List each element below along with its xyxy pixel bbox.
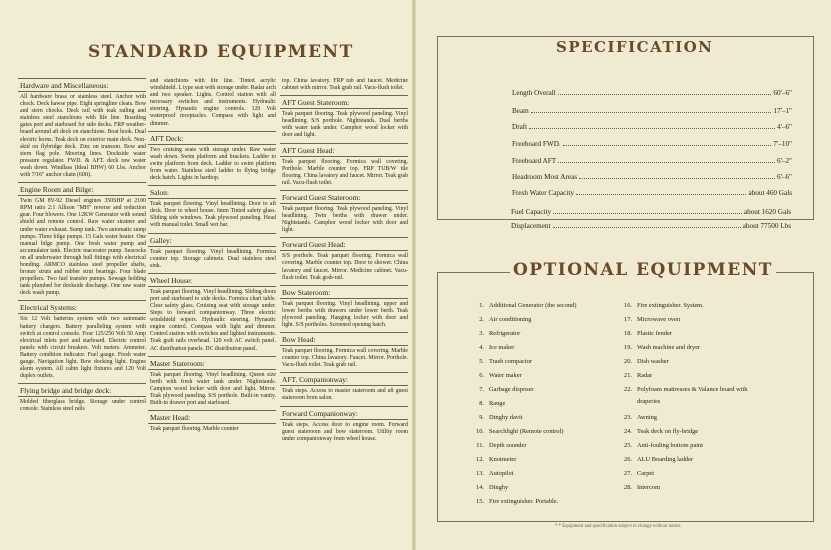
section-heading: AFT Deck: bbox=[148, 131, 276, 145]
option-item bbox=[618, 484, 660, 491]
section bbox=[280, 406, 408, 443]
section-body: S/S porthole. Teak parquet flooring. Formica wall covering. Marble counter top. Door to shower. China lavatory and faucet. Mirror. Medicine cabinet. Vacu-flush toilet. Teak grab-rail. bbox=[282, 253, 408, 281]
spec-label: Freeboard FWD. bbox=[512, 140, 561, 148]
option-number: 12. bbox=[476, 456, 484, 463]
section-heading: Forward Companionway: bbox=[280, 406, 408, 420]
column-3 bbox=[280, 78, 408, 546]
spec-value: 17'–1" bbox=[773, 107, 792, 115]
specification-title: SPECIFICATION bbox=[556, 38, 714, 56]
continued-text: top. China lavatory. FRP tub and faucet. Medicine cabinet with mirror. Teak grab rail. Vacu-flush toilet. bbox=[282, 78, 408, 92]
option-item bbox=[470, 484, 508, 491]
spec-label: Fuel Capacity bbox=[511, 208, 552, 216]
section-body: Teak parquet flooring. Teak plywood paneling. Vinyl headlining. S/S porthole. Nightstands. Dual berths with water tank under. Camphor wood locker with door and light. bbox=[282, 111, 408, 139]
option-item bbox=[470, 456, 516, 463]
specification-box bbox=[437, 36, 814, 220]
spec-row bbox=[512, 173, 792, 181]
section bbox=[280, 332, 408, 369]
section-heading: Bow Head: bbox=[280, 332, 408, 346]
option-item bbox=[470, 414, 523, 421]
option-item bbox=[618, 442, 703, 449]
section-heading: Master Head: bbox=[148, 410, 276, 424]
section-heading: Master Stateroom: bbox=[148, 356, 276, 370]
option-item bbox=[470, 470, 514, 477]
section bbox=[280, 190, 408, 234]
section-heading: Forward Guest Head: bbox=[280, 237, 408, 251]
option-text: Microwave oven bbox=[637, 316, 681, 323]
option-number: 14. bbox=[476, 484, 484, 491]
option-text: Refrigerator bbox=[489, 330, 521, 337]
option-item bbox=[470, 442, 526, 449]
option-text: Range bbox=[489, 400, 506, 407]
spec-row bbox=[511, 222, 791, 230]
option-number: 17. bbox=[624, 316, 632, 323]
option-item bbox=[618, 386, 747, 393]
section bbox=[148, 273, 276, 353]
section-body: Teak parquet flooring. Vinyl headlining. Sliding doors port and starboard to side decks. Formica chart table. Clear safety glass. Cruising seat with storage under. Steps to forward companionway. Three electric windshield wipers. Hydraulic steering. Hynautic engine control. Compass with light and dimmer. Control station with switches and lighted instruments. Teak grab rails overhead. 120 volt AC switch panel. AC distribution panels. DC distribution panel. bbox=[150, 288, 276, 352]
spec-value: about 1620 Gals bbox=[743, 208, 791, 216]
continued-text: and stanchions with life line. Tinted acrylic windshield. L type seat with storage under. Radar arch and two speaker. Lights. Control station with all necessary switches and instruments. Hydraulic steering. Hynautic engine controls. 120 Volt waterproof receptacles. Compass with light and dimmer. bbox=[150, 78, 276, 127]
section-body: Six 12 Volt batteries system with two automatic battery chargers. Battery paralleling system with switch at control console. Four 125/250 Volt 50 Amp electrical inlets port and starboard. Electric control panels with circuit breakers. Volt meters. Ammeter. Battery condition indicator. Fuel gauge. Fresh water gauge. Navigation light. Bow docking light. Engine alarm system. All cabin light fixtures and 120 Volt duplex outlets. bbox=[20, 316, 146, 380]
spec-row bbox=[512, 107, 792, 115]
option-item bbox=[470, 386, 534, 393]
spec-row bbox=[512, 189, 792, 197]
option-text: ALU Boarding ladder bbox=[637, 456, 694, 463]
section-heading: Hardware and Miscellaneous: bbox=[18, 78, 146, 92]
option-item bbox=[618, 414, 657, 421]
spec-row bbox=[512, 123, 792, 131]
leader-dots bbox=[558, 162, 775, 163]
section bbox=[18, 182, 146, 297]
option-number: 15. bbox=[476, 498, 484, 505]
section-body: Twin GM 8V-92 Diesel engines 350SHP at 2100 RPM ratio 2:1 Allison "MH" reverse and reduction gear. Four blowers. One 12KW Generator with sound shield and remote control. Raw water strainer and under water exhaust. Sump tank. Two automatic sump pumps. Three bilge pumps. 15 Gals water heater. One manual bilge pump. One fresh water pump and accumulator tank. Electric macerator pump. Seacocks on all underwater through hull fittings with electrical bonding. ARMCO stainless steel propeller shafts, bronze struts and rubber strut bearings. Four blade propellers. Two fuel transfer pumps. Sewage holding tank plumbed for dockside discharge. One raw water deck wash pump. bbox=[20, 198, 146, 297]
spec-value: about 460 Gals bbox=[748, 189, 792, 197]
section-body: Teak parquet flooring. Marble counter bbox=[150, 426, 239, 433]
option-item bbox=[470, 344, 514, 351]
option-text: Intercom bbox=[637, 484, 661, 491]
option-text: Trash compactor bbox=[489, 358, 532, 365]
section-body: Molded fiberglass bridge. Storage under control console. Stainless steel rails bbox=[20, 399, 146, 413]
page-fold bbox=[412, 0, 416, 550]
spec-label: Draft bbox=[512, 123, 528, 131]
section-body: Teak parquet flooring. Teak plywood paneling. Vinyl headlining. Twin berths with drawer under. Nightstands. Camphor wood locker with door and light. bbox=[282, 205, 408, 234]
section-body: Teak parquet flooring. Formica wall covering. Marble counter top. China lavatory. Faucet. Mirror. Porthole. Vacu-flush toilet. Teak grab rail. bbox=[282, 348, 408, 369]
section-heading: Bow Stateroom: bbox=[280, 285, 408, 299]
spec-value: 6'–2" bbox=[776, 157, 792, 165]
option-text: Additional Generator (the second) bbox=[489, 302, 577, 309]
option-item bbox=[470, 302, 576, 309]
section bbox=[148, 131, 276, 182]
option-number: 16. bbox=[624, 302, 632, 309]
leader-dots bbox=[558, 94, 772, 95]
section bbox=[148, 185, 276, 229]
option-text: Awning bbox=[637, 414, 658, 421]
section bbox=[148, 356, 276, 407]
option-text: Teak deck on fly-bridge bbox=[637, 428, 699, 435]
option-text: Anti-fouling bottom paint bbox=[637, 442, 704, 449]
option-text: Carpet bbox=[637, 470, 655, 477]
option-number: 8. bbox=[479, 400, 484, 407]
option-text: Dinghy bbox=[489, 484, 509, 491]
option-item bbox=[470, 498, 558, 505]
option-number: 22. bbox=[624, 386, 632, 393]
option-number: 21. bbox=[624, 372, 632, 379]
option-text: Water maker bbox=[489, 372, 522, 379]
leader-dots bbox=[579, 178, 775, 179]
spec-value: about 77500 Lbs bbox=[742, 222, 791, 230]
section-heading: Galley: bbox=[148, 233, 276, 247]
option-item bbox=[618, 372, 652, 379]
option-text: Garbage disposer bbox=[489, 386, 534, 393]
section-heading: Forward Guest Stateroom: bbox=[280, 190, 408, 204]
spec-label: Displacement bbox=[511, 222, 551, 230]
spec-value: 7'–10" bbox=[773, 140, 792, 148]
option-item bbox=[618, 428, 698, 435]
section-heading: Salon: bbox=[148, 185, 276, 199]
option-number: 4. bbox=[479, 344, 484, 351]
spec-row bbox=[512, 89, 792, 97]
section-heading: Electrical Systems: bbox=[18, 300, 146, 314]
option-item bbox=[470, 428, 564, 435]
leader-dots bbox=[553, 227, 741, 228]
option-item bbox=[618, 316, 680, 323]
option-number: 25. bbox=[624, 442, 632, 449]
section bbox=[280, 95, 408, 139]
section-body: Teak parquet flooring. Vinyl headlining. upper and lower berths with drawers under lower berth. Teak plywood paneling. Hanging locker with door and light. S/S portholes. Screened opening hatch. bbox=[282, 300, 408, 328]
spec-row bbox=[511, 208, 791, 216]
section bbox=[280, 285, 408, 329]
option-text: Fire extinguisher. System. bbox=[637, 302, 704, 309]
option-number: 18. bbox=[624, 330, 632, 337]
section-body: Teak parquet flooring. Vinyl headlining. Formica counter top. Storage cabinets. Dual stainless steel sink. bbox=[150, 248, 276, 269]
spec-row bbox=[512, 140, 792, 148]
section bbox=[18, 78, 146, 179]
leader-dots bbox=[576, 194, 747, 195]
section-body: Teak parquet flooring. Vinyl headlining. Queen size berth with fresh water tank under. Nightstands. Campion wood locker with door and light. Mirror. Teak plywood paneling. S/S porthole. Built-in vanity. Built-in drawer port and starboard. bbox=[150, 371, 276, 406]
option-number: 3. bbox=[479, 330, 484, 337]
option-text: Searchlight (Remote control) bbox=[489, 428, 564, 435]
section-body: Teak parquet flooring. Vinyl headlining. Door to aft deck. Door to wheel house. 6mm Tinted safety glass. Sliding side windows. Teak plywood paneling. Head with manual toilet. Small wet bar. bbox=[150, 201, 276, 229]
option-number: 10. bbox=[476, 428, 484, 435]
spec-row bbox=[512, 157, 792, 165]
spec-label: Length Overall bbox=[512, 89, 556, 97]
option-number: 11. bbox=[476, 442, 484, 449]
option-item bbox=[470, 316, 531, 323]
section bbox=[280, 237, 408, 281]
section-body: Teak steps. Access to master stateroom and aft guest stateroom from salon. bbox=[282, 388, 408, 402]
spec-value: 6'–6" bbox=[776, 173, 792, 181]
optional-equipment-title: OPTIONAL EQUIPMENT bbox=[510, 260, 776, 280]
option-item bbox=[470, 372, 522, 379]
spec-label: Beam bbox=[512, 107, 529, 115]
section bbox=[148, 233, 276, 270]
option-text: Knotmeter bbox=[489, 456, 517, 463]
option-text: Ice maker bbox=[489, 344, 515, 351]
section bbox=[280, 372, 408, 402]
column-1 bbox=[18, 78, 146, 546]
section-heading: Engine Room and Bilge: bbox=[18, 182, 146, 196]
option-item bbox=[618, 456, 693, 463]
standard-equipment-title: STANDARD EQUIPMENT bbox=[88, 42, 354, 62]
option-number: 28. bbox=[624, 484, 632, 491]
option-item bbox=[470, 330, 520, 337]
option-number: 20. bbox=[624, 358, 632, 365]
section-heading: AFT. Companionway: bbox=[280, 372, 408, 386]
option-item bbox=[618, 470, 654, 477]
spec-label: Fresh Water Capacity bbox=[512, 189, 574, 197]
spec-value: 4'–6" bbox=[776, 123, 792, 131]
option-number: 2. bbox=[479, 316, 484, 323]
option-item bbox=[618, 398, 660, 405]
column-2 bbox=[148, 78, 276, 546]
option-item bbox=[618, 358, 669, 365]
leader-dots bbox=[529, 128, 775, 129]
option-text: Dinghy davit bbox=[489, 414, 523, 421]
footnote: * * Equipment and specification subject to change without notice. bbox=[555, 524, 682, 529]
option-number: 23. bbox=[624, 414, 632, 421]
section bbox=[280, 143, 408, 187]
option-text: Wash machine and dryer bbox=[637, 344, 701, 351]
option-text: draperies bbox=[637, 398, 661, 405]
section bbox=[18, 383, 146, 413]
section-body: Teak steps. Access door to engine room. Forward guest stateroom and bow stateroom. Utility room under companionway from wheel house. bbox=[282, 421, 408, 442]
option-number: 5. bbox=[479, 358, 484, 365]
leader-dots bbox=[563, 145, 772, 146]
option-item bbox=[470, 400, 505, 407]
option-number: 27. bbox=[624, 470, 632, 477]
section-body: All hardware brass or stainless steel. Anchor with chock. Deck hawse pipe. Eight springline cleats. Bow and stern chocks. Deck rail with teak railing and stainless steel stanchions with life line. Boarding gates port and starboard for side decks. FRP weather-board around aft deck on stanchions. Boat hook. Dual electric horns. Teak deck on exterior main deck. Non-skid on flybridge deck. Zinc on transom. Bow and stern flag pole. Mooring lines. Dockside water pressure regulator. FWD. & AFT. deck raw water wash down. Windlass (Ideal BHW) 60 Lbs. Anchor with 7/16" anchor chain (60ft). bbox=[20, 94, 146, 179]
section bbox=[18, 300, 146, 380]
option-number: 19. bbox=[624, 344, 632, 351]
option-number: 13. bbox=[476, 470, 484, 477]
option-text: Depth sounder bbox=[489, 442, 527, 449]
option-text: Autopilot bbox=[489, 470, 514, 477]
option-text: Fire extinguisher. Portable. bbox=[489, 498, 559, 505]
section-heading: AFT Guest Stateroom: bbox=[280, 95, 408, 109]
leader-dots bbox=[553, 213, 742, 214]
option-item bbox=[470, 358, 532, 365]
section-body: Two cruising seats with storage under. Raw water wash down. Swim platform and brackets. Ladder to swim platform from deck. Ladder to swim platform from water. Stainless steel ladder to flying bridge deck hatch. Lights in hardtop. bbox=[150, 146, 276, 182]
option-item bbox=[618, 302, 704, 309]
section-heading: AFT Guest Head: bbox=[280, 143, 408, 157]
option-text: Air conditioning bbox=[489, 316, 532, 323]
section-heading: Wheel House: bbox=[148, 273, 276, 287]
spec-value: 60'–6" bbox=[773, 89, 792, 97]
section-body: Teak parquet flooring. Formica wall covering. Porthole. Marble counter top. FRP TUB/W tile flooring. China lavatory and faucet. Mirror. Teak grab rail. Vacu-flush toilet. bbox=[282, 158, 408, 186]
option-number: 7. bbox=[479, 386, 484, 393]
section-heading: Flying bridge and bridge deck: bbox=[18, 383, 146, 397]
option-number: 6. bbox=[479, 372, 484, 379]
option-number: 24. bbox=[624, 428, 632, 435]
spec-label: Freeboard AFT bbox=[512, 157, 557, 165]
section bbox=[148, 410, 276, 433]
option-number: 26. bbox=[624, 456, 632, 463]
option-number: 1. bbox=[479, 302, 484, 309]
option-text: Polyfoam mattresses & Valance board with bbox=[637, 386, 748, 393]
option-text: Plastic fender bbox=[637, 330, 672, 337]
leader-dots bbox=[531, 112, 772, 113]
option-item bbox=[618, 330, 672, 337]
spec-label: Headroom Most Areas bbox=[512, 173, 578, 181]
option-item bbox=[618, 344, 700, 351]
option-text: Dish washer bbox=[637, 358, 669, 365]
option-text: Radar bbox=[637, 372, 653, 379]
option-number: 9. bbox=[479, 414, 484, 421]
